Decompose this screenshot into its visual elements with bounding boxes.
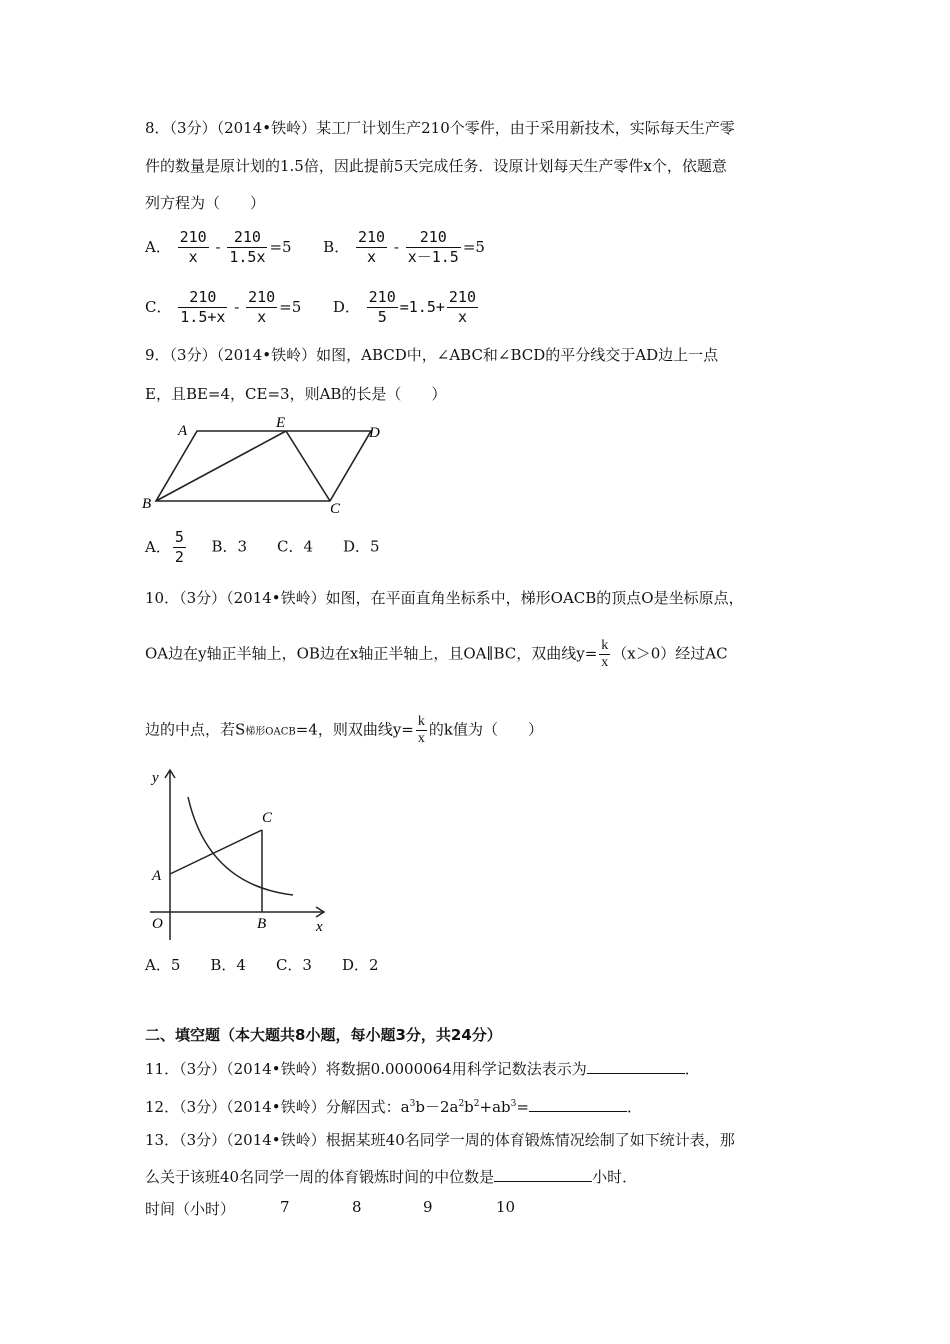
- fraction: $\frac{210}{x-1.5}$: [407, 228, 459, 266]
- q8-line-1: 8．（3分）（2014•铁岭）某工厂计划生产210个零件，由于采用新技术，实际每天生产零: [145, 119, 735, 137]
- q13-line-2: 么关于该班40名同学一周的体育锻炼时间的中位数是 小时．: [145, 1168, 638, 1186]
- table-cell: 10: [496, 1198, 516, 1216]
- table-cell: 7: [280, 1198, 290, 1216]
- section-2-title: 二、填空题（本大题共8小题，每小题3分，共24分）: [145, 1026, 502, 1044]
- fraction-k-over-x: $\frac{k}{x}$: [601, 638, 609, 670]
- label-o: O: [152, 916, 163, 932]
- q10-line-1: 10．（3分）（2014•铁岭）如图，在平面直角坐标系中，梯形OACB的顶点O是坐标原点，: [145, 589, 744, 607]
- q9-option-a[interactable]: A． $\frac{5}{2}$: [145, 528, 184, 566]
- segment-ac: [170, 830, 262, 874]
- q8-option-b[interactable]: B． $\frac{210}{x}$ - $\frac{210}{x-1.5}$ =5: [323, 228, 485, 266]
- table-cell: 9: [423, 1198, 433, 1216]
- q12-expression: $a^3b-2a^2b^2+ab^3=$: [400, 1098, 529, 1116]
- fraction: $\frac{210}{1.5x}$: [229, 228, 266, 266]
- label-b: B: [142, 496, 152, 512]
- answer-blank[interactable]: [494, 1167, 592, 1182]
- label-x: x: [316, 919, 323, 935]
- fraction: $\frac{5}{2}$: [174, 528, 184, 566]
- q10-options: A．5 B．4 C．3 D．2: [145, 956, 379, 974]
- hyperbola-curve: [188, 797, 293, 895]
- q8-option-c[interactable]: C． $\frac{210}{1.5+x}$ - $\frac{210}{x}$ =5: [145, 288, 302, 326]
- fraction: $\frac{210}{5}$: [368, 288, 396, 326]
- label-c: C: [262, 810, 273, 826]
- q8-options-cd: [145, 288, 480, 327]
- parallelogram-abcd: [156, 431, 371, 501]
- answer-blank[interactable]: [587, 1059, 685, 1074]
- label-y: y: [152, 770, 159, 786]
- q12: 12．（3分）（2014•铁岭）分解因式：$a^3b-2a^2b^2+ab^3=$ ．: [145, 1098, 642, 1116]
- label-d: D: [369, 425, 380, 441]
- q8-line-2: 件的数量是原计划的1.5倍，因此提前5天完成任务．设原计划每天生产零件x个，依题意: [145, 157, 727, 175]
- q9-line-2: E，且BE=4，CE=3，则AB的长是（ ）: [145, 385, 447, 403]
- q8-option-d[interactable]: D． $\frac{210}{5}$ =1.5+ $\frac{210}{x}$: [332, 288, 476, 326]
- q8-option-a[interactable]: A． $\frac{210}{x}$ - $\frac{210}{1.5x}$ =5: [145, 228, 292, 266]
- answer-blank[interactable]: [529, 1097, 627, 1112]
- q9-options: [145, 528, 380, 567]
- q8-line-3: 列方程为（ ）: [145, 194, 266, 212]
- stats-table-header-row: [0, 1198, 950, 1220]
- coordinate-figure: [140, 760, 340, 940]
- table-header-time: 时间（小时）: [145, 1200, 236, 1218]
- fraction: $\frac{210}{x}$: [179, 228, 207, 266]
- segment-ce: [286, 431, 330, 501]
- segment-be: [156, 431, 286, 501]
- q13-line-1: 13．（3分）（2014•铁岭）根据某班40名同学一周的体育锻炼情况绘制了如下统计表，那: [145, 1131, 735, 1149]
- q9-line-1: 9．（3分）（2014•铁岭）如图，ABCD中，∠ABC和∠BCD的平分线交于AD边上一点: [145, 346, 719, 364]
- fraction-k-over-x: $\frac{k}{x}$: [417, 714, 425, 746]
- q10-line-3: 边的中点，若S梯形OACB=4，则双曲线y= $\frac{k}{x}$ 的k值为（ ）: [145, 714, 543, 746]
- parallelogram-figure: [140, 412, 390, 520]
- fraction: $\frac{210}{x}$: [448, 288, 476, 326]
- fraction: $\frac{210}{x}$: [357, 228, 386, 266]
- table-cell: 8: [352, 1198, 362, 1216]
- fraction: $\frac{210}{x}$: [248, 288, 276, 326]
- label-b: B: [257, 916, 267, 932]
- q11: 11．（3分）（2014•铁岭）将数据0.0000064用科学记数法表示为 ．: [145, 1060, 700, 1078]
- q10-line-2: OA边在y轴正半轴上，OB边在x轴正半轴上，且OA∥BC，双曲线y= $\frac{k}{x}$ （x＞0）经过AC: [145, 638, 728, 670]
- label-a: A: [178, 423, 188, 439]
- fraction: $\frac{210}{1.5+x}$: [180, 288, 226, 326]
- q8-options-ab: [145, 228, 485, 267]
- label-c: C: [330, 501, 341, 517]
- label-a: A: [152, 868, 162, 884]
- label-e: E: [276, 415, 286, 431]
- q9-options-rest: B．3 C．4 D．5: [211, 537, 380, 556]
